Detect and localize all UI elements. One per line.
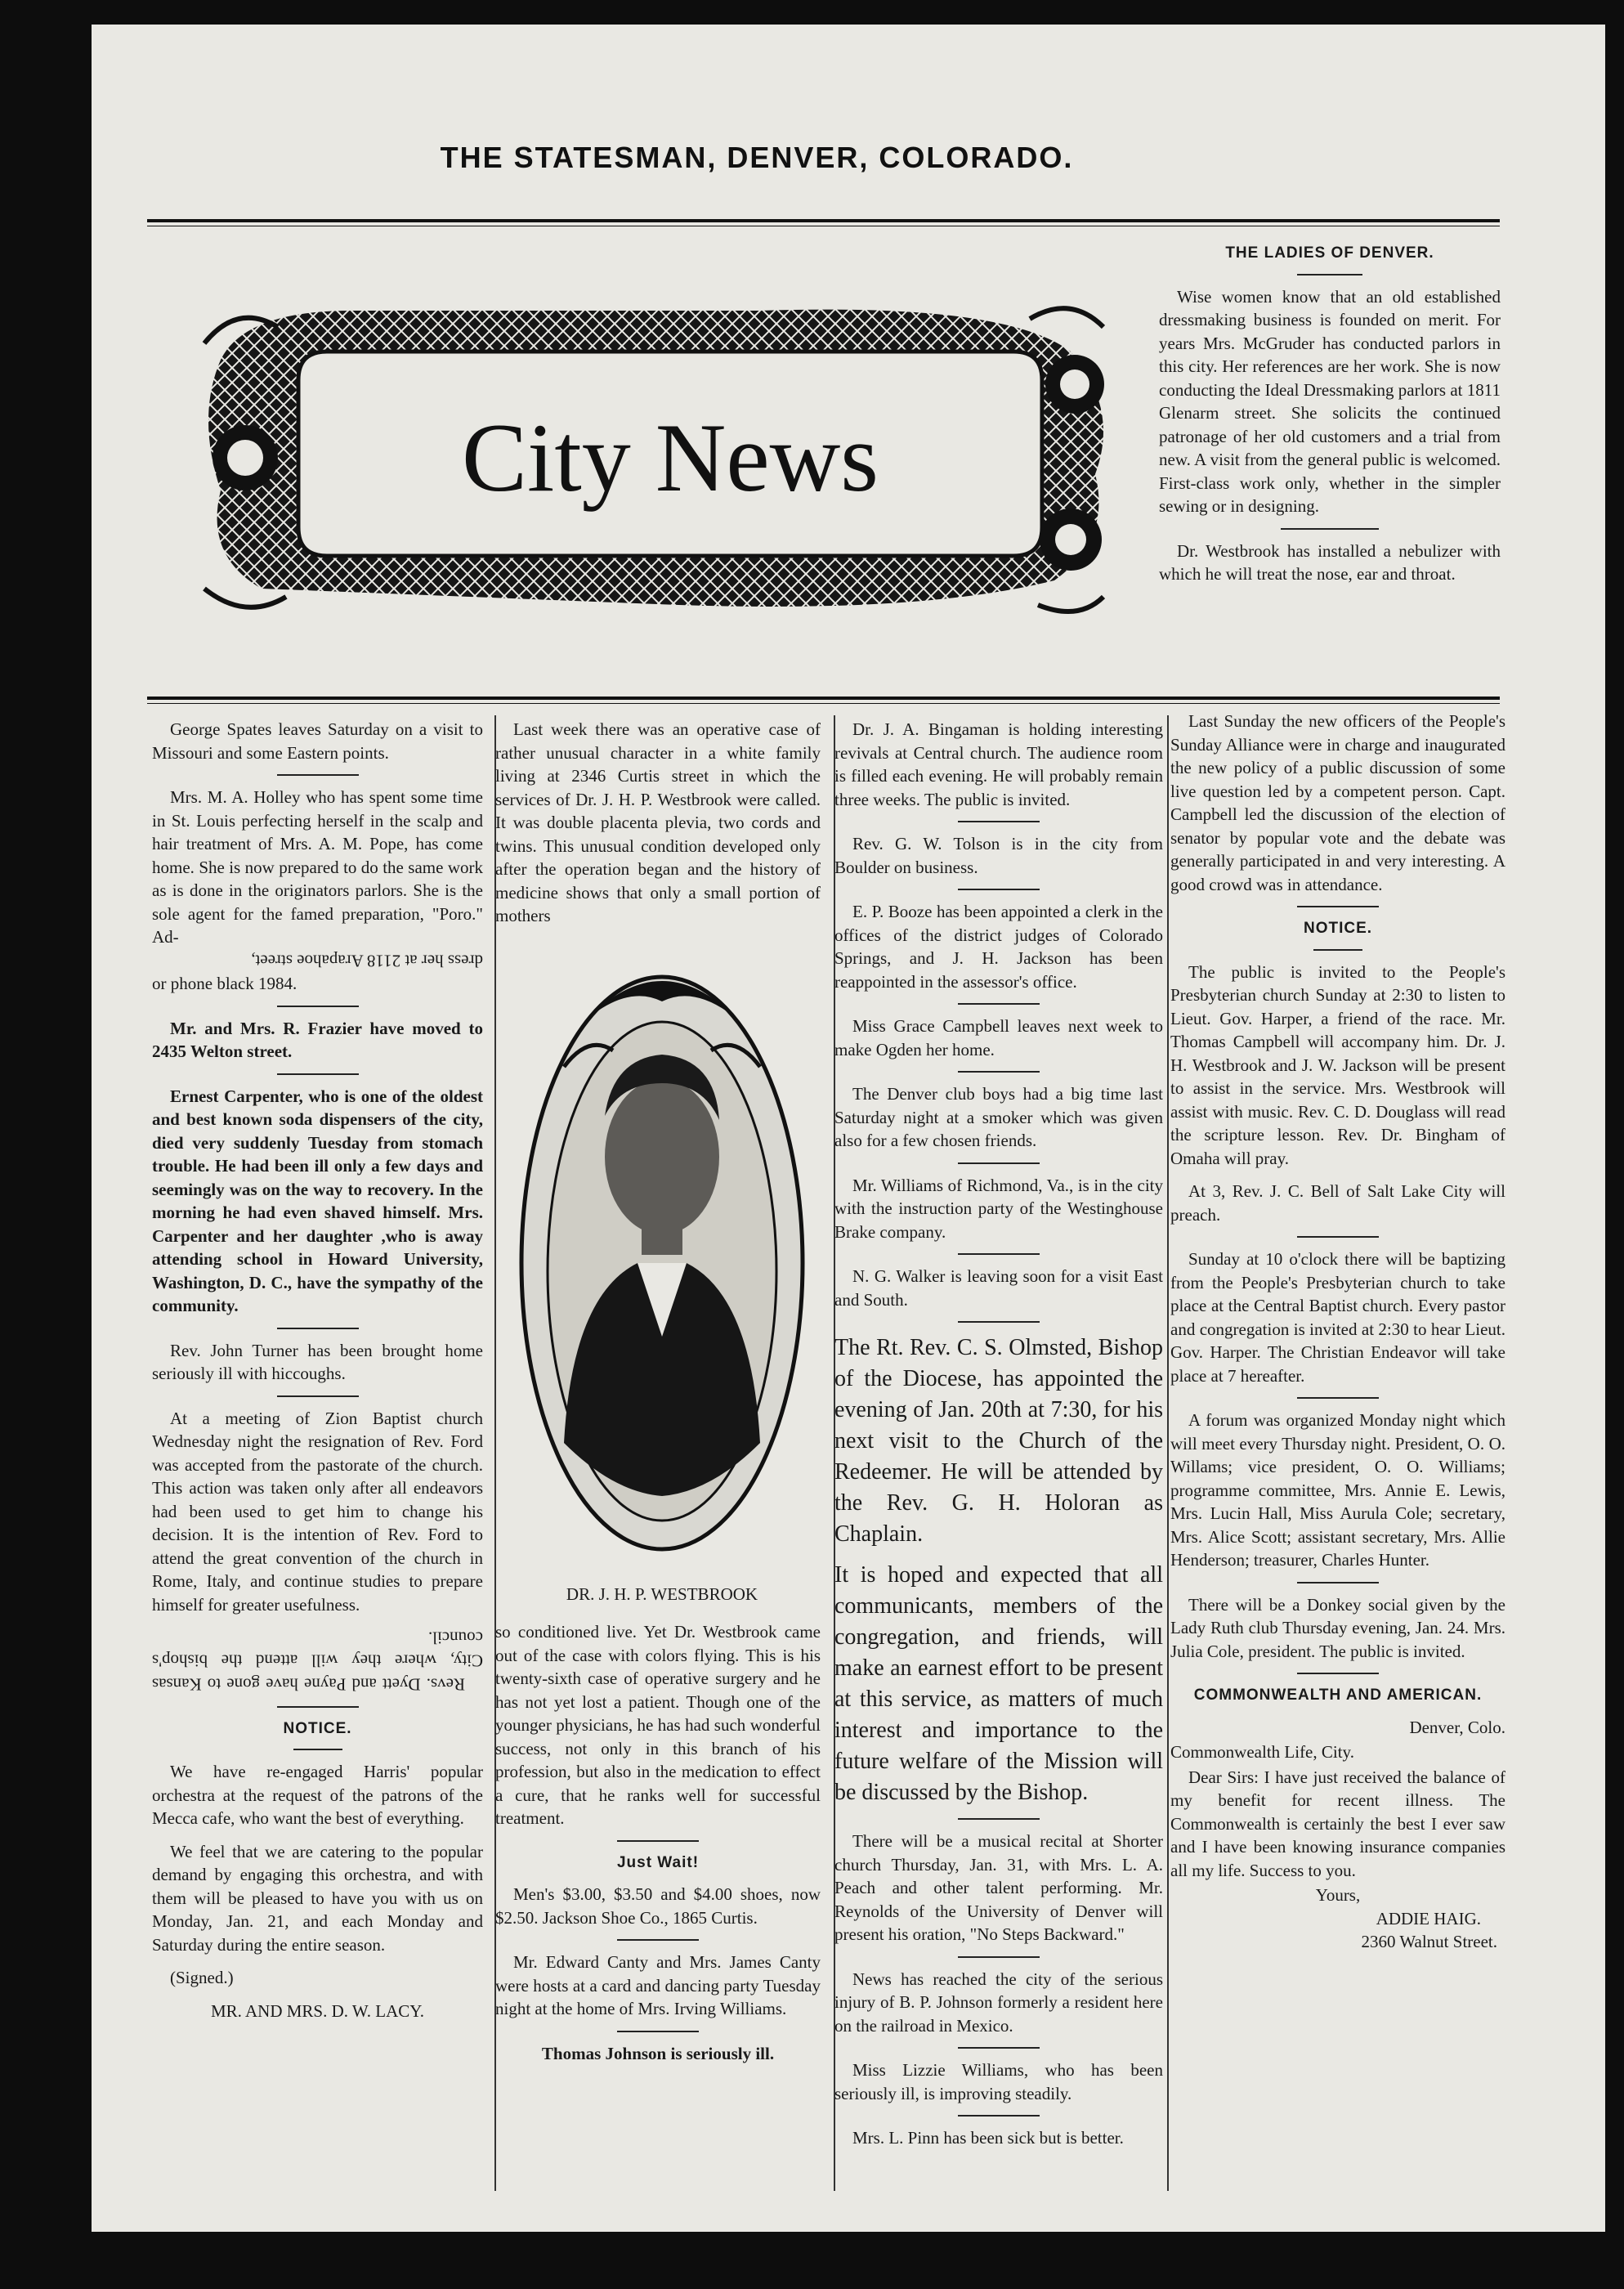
column-3 — [834, 718, 1163, 2160]
article: Last Sunday the new officers of the People's Sunday Alliance were in charge and inaugurated the new policy of a public discussion of some live question led by a competent person. Capt. Campbell led the discussion of the election of senator by popular vote and the debate was generally participated in and very interesting. A good crowd was in attendance. — [1170, 711, 1505, 894]
banner-rule — [147, 697, 1500, 700]
article: News has reached the city of the serious injury of B. P. Johnson formerly a resident here on the railroad in Mexico. — [834, 1969, 1163, 2036]
article: Mr. Williams of Richmond, Va., is in the city with the instruction party of the Westinghouse Brake company. — [834, 1175, 1163, 1242]
letter-place: Denver, Colo. — [1409, 1717, 1505, 1737]
article: Thomas Johnson is seriously ill. — [541, 2043, 775, 2063]
article: or phone black 1984. — [152, 974, 298, 993]
column-rule-3 — [1167, 715, 1169, 2191]
nebulizer-paragraph: Dr. Westbrook has installed a nebulizer with which he will treat the nose, ear and throat. — [1159, 540, 1501, 584]
letter-close: Yours, — [1315, 1885, 1361, 1905]
letter-heading: COMMONWEALTH AND AMERICAN. — [1193, 1687, 1483, 1704]
article: Sunday at 10 o'clock there will be baptizing from the People's Presbyterian church to take place at the Central Baptist church. Every pastor and congregation is invited at 2:30 to hear Lieut. Gov. Harper. The Christian Endeavor will take place at 7 hereafter. — [1170, 1249, 1505, 1386]
ladies-column — [1159, 237, 1501, 596]
article: Mr. and Mrs. R. Frazier have moved to 2435 Welton street. — [152, 1018, 483, 1061]
notice-heading: NOTICE. — [1303, 920, 1373, 937]
ladies-paragraph: Wise women know that an old established dressmaking business is founded on merit. For years Mrs. McGruder has conducted parlors in this city. Her references are her work. She is now conducting the Ideal Dressmaking parlors at 1811 Glenarm street. She solicits the continued patronage of her old customers and a trial from new. A visit from the general public is welcomed. First-class work only, whether in the simpler sewing or in designing. — [1159, 286, 1501, 516]
article: The Denver club boys had a big time last Saturday night at a smoker which was given also for a few chosen friends. — [834, 1084, 1163, 1150]
article: Mrs. L. Pinn has been sick but is better. — [852, 2128, 1124, 2148]
column-2 — [495, 718, 821, 938]
article: Rev. John Turner has been brought home seriously ill with hiccoughs. — [152, 1340, 483, 1383]
advertisement: Men's $3.00, $3.50 and $4.00 shoes, now $2.50. Jackson Shoe Co., 1865 Curtis. — [495, 1884, 821, 1928]
article: N. G. Walker is leaving soon for a visit East and South. — [834, 1266, 1163, 1310]
letter-signature: ADDIE HAIG. — [1376, 1908, 1481, 1928]
article: There will be a Donkey social given by the Lady Ruth club Thursday evening, Jan. 24. Mrs. Julia Cole, president. The public is invited. — [1170, 1594, 1505, 1661]
article: Miss Grace Campbell leaves next week to make Ogden her home. — [834, 1016, 1163, 1059]
article: George Spates leaves Saturday on a visit to Missouri and some Eastern points. — [152, 719, 483, 763]
article: Rev. G. W. Tolson is in the city from Boulder on business. — [834, 834, 1163, 877]
signature: MR. AND MRS. D. W. LACY. — [210, 2000, 424, 2021]
article: Last week there was an operative case of rather unusual character in a white family living at 2346 Curtis street in which the services of Dr. J. H. P. Westbrook were called. It was double placenta plevia, two cords and twins. This unusual condition developed only after the operation began and the history of medicine shows that only a small portion of mothers — [495, 719, 821, 925]
banner-rule-thin — [147, 703, 1500, 704]
column-1 — [152, 718, 483, 2032]
masthead: THE STATESMAN, DENVER, COLORADO. — [440, 141, 1074, 174]
ladies-heading: THE LADIES OF DENVER. — [1225, 244, 1434, 262]
banner-title: City News — [462, 403, 879, 512]
letter-addressee: Commonwealth Life, City. — [1170, 1742, 1354, 1762]
article: E. P. Booze has been appointed a clerk in the offices of the district judges of Colorado Springs, and J. H. Jackson has been reappointed in the assessor's office. — [834, 902, 1163, 992]
notice-paragraph: We feel that we are catering to the popular demand by engaging this orchestra, and with them will be pleased to have you with us on Monday, Jan. 21, and each Monday and Saturday during the entire season. — [152, 1841, 483, 1955]
article: At 3, Rev. J. C. Bell of Salt Lake City will preach. — [1170, 1181, 1505, 1225]
article: Dr. J. A. Bingaman is holding interesting revivals at Central church. The audience room is filled each evening. He will probably remain three weeks. The public is invited. — [834, 719, 1163, 809]
inverted-article: Revs. Dyett and Payne have gone to Kansas City, where they will attend the bishop's council. — [152, 1628, 483, 1695]
masthead-rule — [147, 219, 1500, 222]
article: A forum was organized Monday night which will meet every Thursday night. President, O. O. Willams; vice president, O. O. Williams; programme committee, Mrs. Annie E. Lewis, Mrs. Lucin Hall, Miss Aurula Cole; secretary, Mrs. Alice Scott; assistant secretary, Mrs. Allie Henderson; treasurer, Charles Hunter. — [1170, 1410, 1505, 1570]
article: so conditioned live. Yet Dr. Westbrook came out of the case with colors flying. This is his twenty-sixth case of operative surgery and he has not yet lost a patient. Though one of the younger physicians, he has had such wonderful success, not only in this branch of his profession, but also in the medication to effect a cure, that he ranks well for successful treatment. — [495, 1622, 821, 1828]
article: There will be a musical recital at Shorter church Thursday, Jan. 31, with Mrs. L. A. Peach and other talent performing. Mr. Reynolds of the University of Denver will present his oration, "No Steps Backward." — [834, 1831, 1163, 1944]
bishop-article: It is hoped and expected that all communicants, members of the congregation, and friends, will make an earnest effort to be present at this service, as matters of much interest and importance to the future welfare of the Mission will be discussed by the Bishop. — [834, 1562, 1163, 1805]
column-4 — [1170, 710, 1505, 1954]
column-2-lower — [495, 1620, 821, 2075]
article: Mrs. M. A. Holley who has spent some time in St. Louis perfecting herself in the scalp and hair treatment of Mrs. A. M. Pope, has come home. She is now prepared to do the same work as is done in the originators parlors. She is the sole agent for the famed preparation, "Poro." Ad- — [152, 787, 483, 947]
portrait-caption: DR. J. H. P. WESTBROOK — [566, 1584, 758, 1604]
bishop-article: The Rt. Rev. C. S. Olmsted, Bishop of the Diocese, has appointed the evening of Jan. 20th at 7:30, for his next visit to the Church of the Redeemer. He will be attended by the Rev. G. H. Holoran as Chaplain. — [834, 1335, 1163, 1547]
letter-body: Dear Sirs: I have just received the balance of my benefit for recent illness. The Commonwealth is certainly the best I ever saw and I have been knowing insurance companies all my life. Success to you. — [1170, 1767, 1505, 1880]
signed-line: (Signed.) — [170, 1968, 234, 1987]
westbrook-portrait — [515, 952, 809, 1557]
article: At a meeting of Zion Baptist church Wednesday night the resignation of Rev. Ford was accepted from the pastorate of the church. This action was taken only after all endeavors had been used to get him to change his decision. It is the intention of Rev. Ford to attend the great convention of the church in Rome, Italy, and continue studies to prepare himself for greater usefulness. — [152, 1408, 483, 1615]
notice-heading: NOTICE. — [283, 1719, 352, 1737]
article: Ernest Carpenter, who is one of the oldest and best known soda dispensers of the city, died very suddenly Tuesday from stomach trouble. He had been ill only a few days and seemingly was on the way to recovery. In the morning he had even shaved himself. Mrs. Carpenter and her daughter ,who is away attending school in Howard University, Washington, D. C., have the sympathy of the community. — [152, 1086, 483, 1315]
inverted-line: dress her at 2118 Arapahoe street, — [251, 951, 483, 970]
article: Mr. Edward Canty and Mrs. James Canty were hosts at a card and dancing party Tuesday night at the home of Mrs. Irving Williams. — [495, 1952, 821, 2018]
article: The public is invited to the People's Presbyterian church Sunday at 2:30 to listen to Lieut. Gov. Harper, a friend of the race. Mr. Thomas Campbell will accompany him. Dr. J. H. Westbrook and J. W. Jackson will be present to assist in the service. Mrs. Westbrook will assist with music. Rev. C. D. Douglass will read the scripture lesson. Rev. Dr. Bingham of Omaha will pray. — [1170, 961, 1505, 1168]
city-news-banner — [188, 294, 1120, 621]
notice-paragraph: We have re-engaged Harris' popular orchestra at the request of the patrons of the Mecca cafe, who want the best of everything. — [152, 1762, 483, 1828]
letter-address: 2360 Walnut Street. — [1361, 1932, 1497, 1951]
just-wait-heading: Just Wait! — [616, 1853, 700, 1871]
article: Miss Lizzie Williams, who has been seriously ill, is improving steadily. — [834, 2060, 1163, 2103]
